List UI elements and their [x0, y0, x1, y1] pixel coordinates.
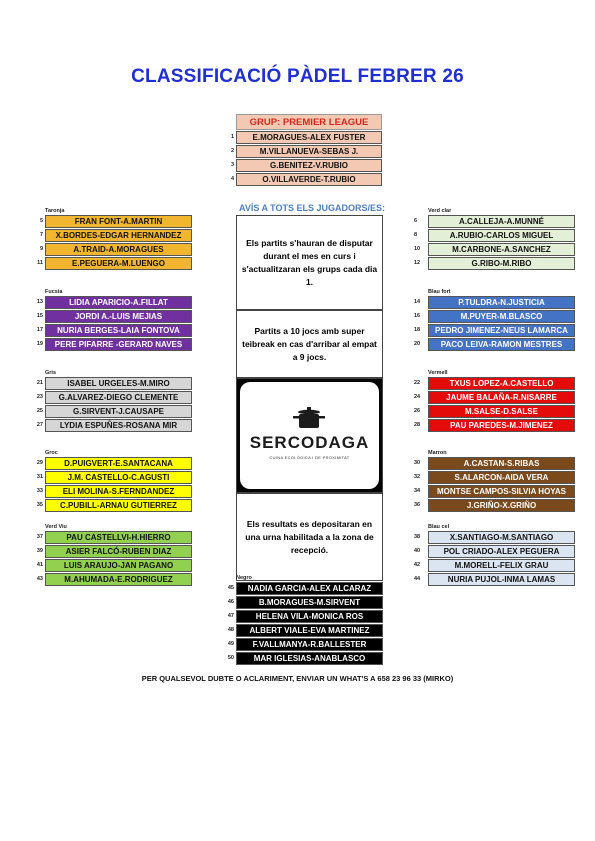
- group-row-fucsia-rank: 15: [36, 313, 43, 319]
- premier-row: M.VILLANUEVA-SEBAS J.: [236, 145, 382, 158]
- group-row-groc-rank: 29: [36, 460, 43, 466]
- group-row-vermell: JAUME BALAÑA-R.NISARRE: [428, 391, 575, 404]
- group-row-blau-cel: X.SANTIAGO-M.SANTIAGO: [428, 531, 575, 544]
- group-row-marron-rank: 30: [414, 460, 421, 466]
- group-row-groc: D.PUIGVERT-E.SANTACANA: [45, 457, 192, 470]
- footer-contact: PER QUALSEVOL DUBTE O ACLARIMENT, ENVIAR UN WHAT'S A 658 23 96 33 (MIRKO): [141, 674, 454, 683]
- notice-text-results: Els resultats es depositaran en una urna habilitada a la zona de recepció.: [245, 518, 374, 555]
- group-row-verd-clar-rank: 6: [414, 218, 418, 224]
- group-row-verd-clar: G.RIBO-M.RIBO: [428, 257, 575, 270]
- group-row-marron: A.CASTAN-S.RIBAS: [428, 457, 575, 470]
- premier-row: E.MORAGUES-ALEX FUSTER: [236, 131, 382, 144]
- group-row-fucsia: PERE PIFARRE -GERARD NAVES: [45, 338, 192, 351]
- group-row-vermell-rank: 28: [414, 422, 421, 428]
- group-row-blau-fort: PACO LEIVA-RAMON MESTRES: [428, 338, 575, 351]
- group-row-gris: G.SIRVENT-J.CAUSAPE: [45, 405, 192, 418]
- group-row-taronja: A.TRAID-A.MORAGUES: [45, 243, 192, 256]
- group-row-negro: MAR IGLESIAS-ANABLASCO: [236, 652, 383, 665]
- group-row-negro: HELENA VILA-MONICA ROS: [236, 610, 383, 623]
- group-row-verd-clar-rank: 10: [414, 246, 421, 252]
- page-title: CLASSIFICACIÓ PÀDEL FEBRER 26: [131, 66, 464, 87]
- group-row-taronja-rank: 7: [39, 232, 43, 238]
- group-row-blau-cel-rank: 40: [414, 548, 421, 554]
- group-row-verd-viu: PAU CASTELLVI-H.HIERRO: [45, 531, 192, 544]
- group-row-groc: J.M. CASTELLO-C.AGUSTI: [45, 471, 192, 484]
- group-row-marron: J.GRIÑO-X.GRIÑO: [428, 499, 575, 512]
- group-row-blau-cel-rank: 42: [414, 562, 421, 568]
- group-row-marron-rank: 32: [414, 474, 421, 480]
- group-label-groc: Groc: [45, 450, 58, 456]
- group-row-gris: LYDIA ESPUÑES-ROSANA MIR: [45, 419, 192, 432]
- premier-row-rank: 4: [230, 176, 234, 182]
- group-row-fucsia: JORDI A.-LUIS MEJIAS: [45, 310, 192, 323]
- group-label-marron: Marron: [428, 450, 447, 456]
- group-row-blau-fort-rank: 18: [414, 327, 421, 333]
- group-row-fucsia-rank: 19: [36, 341, 43, 347]
- cooking-pot-icon: [289, 407, 329, 433]
- group-row-vermell: M.SALSE-D.SALSE: [428, 405, 575, 418]
- group-row-negro: F.VALLMANYA-R.BALLESTER: [236, 638, 383, 651]
- premier-row-rank: 3: [230, 162, 234, 168]
- premier-row: O.VILLAVERDE-T.RUBIO: [236, 173, 382, 186]
- group-row-verd-viu: LUIS ARAUJO-JAN PAGANO: [45, 559, 192, 572]
- premier-row: G.BENITEZ-V.RUBIO: [236, 159, 382, 172]
- group-row-vermell-rank: 24: [414, 394, 421, 400]
- group-row-gris: G.ALVAREZ-DIEGO CLEMENTE: [45, 391, 192, 404]
- group-row-verd-clar-rank: 12: [414, 260, 421, 266]
- group-row-negro: B.MORAGUES-M.SIRVENT: [236, 596, 383, 609]
- group-row-groc-rank: 31: [36, 474, 43, 480]
- group-row-verd-viu: M.AHUMADA-E.RODRIGUEZ: [45, 573, 192, 586]
- group-row-blau-fort-rank: 20: [414, 341, 421, 347]
- group-row-blau-fort: P.TULDRA-N.JUSTICIA: [428, 296, 575, 309]
- group-row-marron-rank: 36: [414, 502, 421, 508]
- group-row-groc: ELI MOLINA-S.FERNDANDEZ: [45, 485, 192, 498]
- group-row-blau-cel-rank: 44: [414, 576, 421, 582]
- group-row-verd-viu-rank: 43: [36, 576, 43, 582]
- group-row-groc-rank: 35: [36, 502, 43, 508]
- group-row-gris-rank: 23: [36, 394, 43, 400]
- group-row-verd-clar: A.RUBIO-CARLOS MIGUEL: [428, 229, 575, 242]
- group-label-fucsia: Fucsia: [45, 289, 63, 295]
- group-label-gris: Gris: [45, 370, 57, 376]
- group-row-gris: ISABEL URGELES-M.MIRO: [45, 377, 192, 390]
- group-row-blau-fort: M.PUYER-M.BLASCO: [428, 310, 575, 323]
- sponsor-name: SERCODAGA: [249, 433, 370, 452]
- group-row-vermell-rank: 26: [414, 408, 421, 414]
- group-row-gris-rank: 27: [36, 422, 43, 428]
- group-label-blau-cel: Blau cel: [428, 524, 450, 530]
- premier-league-header: GRUP: PREMIER LEAGUE: [236, 114, 382, 130]
- notice-text-dates: Els partits s'hauran de disputar durant el mes en curs i s'actualitzaran els grups cada dia 1.: [241, 237, 378, 287]
- notice-box-dates: [236, 215, 383, 310]
- group-row-blau-cel: NURIA PUJOL-INMA LAMAS: [428, 573, 575, 586]
- group-label-taronja: Taronja: [45, 208, 65, 214]
- group-label-negro: Negro: [236, 575, 252, 581]
- group-row-negro: NADIA GARCIA-ALEX ALCARAZ: [236, 582, 383, 595]
- group-row-taronja: FRAN FONT-A.MARTIN: [45, 215, 192, 228]
- group-row-verd-viu-rank: 39: [36, 548, 43, 554]
- group-row-fucsia-rank: 13: [36, 299, 43, 305]
- group-row-negro-rank: 47: [227, 613, 234, 619]
- group-row-negro-rank: 49: [227, 641, 234, 647]
- group-row-taronja: E.PEGUERA-M.LUENGO: [45, 257, 192, 270]
- group-row-verd-clar: A.CALLEJA-A.MUNNÉ: [428, 215, 575, 228]
- group-label-verd-viu: Verd Viu: [45, 524, 67, 530]
- group-row-verd-clar: M.CARBONE-A.SANCHEZ: [428, 243, 575, 256]
- group-row-gris-rank: 21: [36, 380, 43, 386]
- group-row-negro-rank: 50: [227, 655, 234, 661]
- group-row-blau-cel: M.MORELL-FELIX GRAU: [428, 559, 575, 572]
- sponsor-logo: [236, 378, 383, 493]
- group-row-blau-fort: PEDRO JIMENEZ-NEUS LAMARCA: [428, 324, 575, 337]
- group-row-groc-rank: 33: [36, 488, 43, 494]
- group-row-taronja-rank: 9: [39, 246, 43, 252]
- premier-row-rank: 1: [230, 134, 234, 140]
- group-row-verd-viu: ASIER FALCÓ-RUBEN DIAZ: [45, 545, 192, 558]
- group-row-marron: MONTSE CAMPOS-SILVIA HOYAS: [428, 485, 575, 498]
- group-row-vermell: PAU PAREDES-M.JIMENEZ: [428, 419, 575, 432]
- group-row-marron: S.ALARCON-AIDA VERA: [428, 471, 575, 484]
- group-row-gris-rank: 25: [36, 408, 43, 414]
- sponsor-logo-panel: [240, 382, 379, 489]
- group-row-blau-cel-rank: 38: [414, 534, 421, 540]
- group-row-vermell: TXUS LOPEZ-A.CASTELLO: [428, 377, 575, 390]
- group-label-blau-fort: Blau fort: [428, 289, 451, 295]
- group-row-marron-rank: 34: [414, 488, 421, 494]
- group-row-blau-cel: POL CRIADO-ALEX PEGUERA: [428, 545, 575, 558]
- group-label-verd-clar: Verd clar: [428, 208, 452, 214]
- group-row-negro-rank: 45: [227, 585, 234, 591]
- notice-box-scoring: [236, 310, 383, 378]
- sponsor-tagline: CUINA ECOLÒGICA I DE PROXIMITAT: [269, 455, 350, 460]
- group-row-taronja-rank: 11: [37, 260, 43, 266]
- group-row-fucsia-rank: 17: [36, 327, 43, 333]
- group-label-vermell: Vermell: [428, 370, 448, 376]
- group-row-fucsia: LIDIA APARICIO-A.FILLAT: [45, 296, 192, 309]
- group-row-groc: C.PUBILL-ARNAU GUTIERREZ: [45, 499, 192, 512]
- group-row-fucsia: NURIA BERGES-LAIA FONTOVA: [45, 324, 192, 337]
- group-row-negro-rank: 46: [227, 599, 234, 605]
- group-row-vermell-rank: 22: [414, 380, 421, 386]
- group-row-verd-viu-rank: 37: [36, 534, 43, 540]
- notice-title: AVÍS A TOTS ELS JUGADORS/ES:: [238, 203, 386, 213]
- group-row-negro: ALBERT VIALE-EVA MARTINEZ: [236, 624, 383, 637]
- group-row-taronja-rank: 5: [39, 218, 43, 224]
- group-row-verd-viu-rank: 41: [36, 562, 43, 568]
- group-row-verd-clar-rank: 8: [414, 232, 418, 238]
- notice-text-scoring: Partits a 10 jocs amb super teibreak en cas d'arribar al empat a 9 jocs.: [242, 325, 377, 362]
- group-row-taronja: X.BORDES-EDGAR HERNANDEZ: [45, 229, 192, 242]
- premier-row-rank: 2: [230, 148, 234, 154]
- notice-box-results: [236, 493, 383, 581]
- group-row-blau-fort-rank: 16: [414, 313, 421, 319]
- group-row-negro-rank: 48: [227, 627, 234, 633]
- group-row-blau-fort-rank: 14: [414, 299, 421, 305]
